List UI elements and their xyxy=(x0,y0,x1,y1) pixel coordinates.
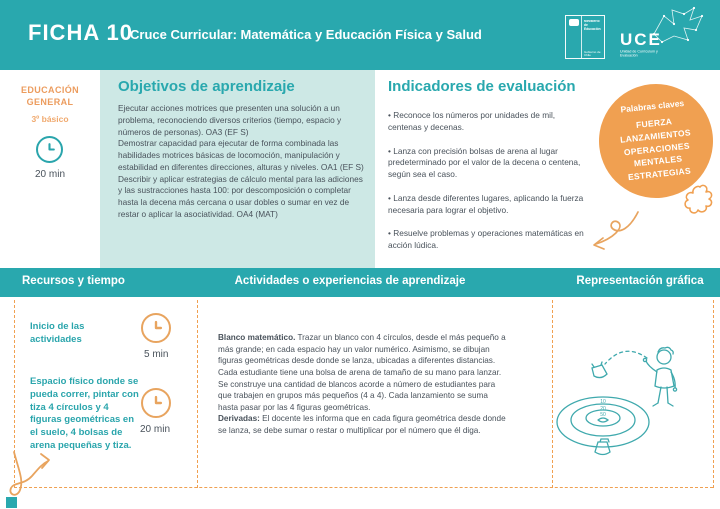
clock-icon xyxy=(141,313,171,343)
indicadores-body xyxy=(388,110,586,264)
band-representacion-title: Representación gráfica xyxy=(576,275,704,287)
actividad-paragraph xyxy=(218,332,508,413)
flower-doodle-icon xyxy=(682,182,718,218)
mineduc-logo-text xyxy=(584,20,603,31)
keyword: ESTRATEGIAS xyxy=(627,165,692,183)
indicador-item: • Reconoce los números por unidades de mil, centenas y decenas. xyxy=(388,110,586,134)
recurso-item-time: 5 min xyxy=(144,349,169,360)
duration-label: 20 min xyxy=(34,169,65,180)
mineduc-line1: Ministerio de xyxy=(584,20,600,28)
clock-icon xyxy=(36,136,63,163)
actividad-paragraph xyxy=(218,413,508,436)
keywords-title: Palabras claves xyxy=(620,97,685,115)
ring-value: 20 xyxy=(600,406,606,412)
recurso-item-label: Inicio de las actividades xyxy=(30,321,85,345)
corner-mark xyxy=(6,497,17,508)
grade-label: 3º básico xyxy=(31,114,69,124)
ficha-number: FICHA 10 xyxy=(28,20,133,45)
indicador-item: • Resuelve problemas y operaciones matemáticas en acción lúdica. xyxy=(388,228,586,252)
uce-subtitle: Unidad de Currículum y Evaluación xyxy=(620,50,658,58)
clock-icon xyxy=(141,388,171,418)
actividades-body xyxy=(218,332,508,437)
uce-logo xyxy=(618,6,718,64)
ring-value: 50 xyxy=(600,412,606,418)
keyword: LANZAMIENTOS xyxy=(619,127,692,145)
program-label: EDUCACIÓN GENERAL xyxy=(20,85,80,108)
objetivos-body xyxy=(118,103,364,221)
actividad-text: El docente les informa que en cada figura geométrica desde donde se lanza, se debe sumar o restar o multiplicar por el número que él diga. xyxy=(218,414,506,436)
section-band xyxy=(0,268,720,297)
header-bar xyxy=(0,0,720,70)
uce-acronym: UCE xyxy=(620,30,662,49)
ring-value: 10 xyxy=(600,399,606,405)
coat-of-arms-icon xyxy=(569,19,579,26)
objetivo-item: Ejecutar acciones motrices que presenten una solución a un problema, reconociendo diversos criterios (tiempo, espacio y números de personas). OA3 (EF S) xyxy=(118,103,342,137)
page-title: Cruce Curricular: Matemática y Educación Física y Salud xyxy=(130,27,482,42)
grid-divider-bottom xyxy=(14,487,713,488)
grid-divider xyxy=(197,300,198,488)
logo-divider xyxy=(581,16,582,58)
band-actividades-title: Actividades o experiencias de aprendizaje xyxy=(234,275,466,287)
objetivos-title: Objetivos de aprendizaje xyxy=(118,78,295,95)
actividad-lead: Blanco matemático. xyxy=(218,333,296,342)
keywords-list xyxy=(597,111,717,186)
recurso-item-time: 20 min xyxy=(140,424,171,435)
objetivo-item: Describir y aplicar estrategias de cálculo mental para las adiciones y las sustracciones hasta 100: por descomposición o completar hasta la decena más cercana o usar dobles o sumar en vez de restar o aplicar la asociatividad. OA4 (MAT) xyxy=(118,173,363,220)
curved-arrow-doodle-icon xyxy=(586,206,646,256)
indicador-item: • Lanza desde diferentes lugares, aplicando la fuerza necesaria para lograr el objetivo. xyxy=(388,193,586,217)
mineduc-line2: Educación xyxy=(584,27,601,31)
band-recursos-title: Recursos y tiempo xyxy=(22,275,125,287)
actividad-lead: Derivadas: xyxy=(218,414,260,424)
mineduc-logo-footer: Gobierno de Chile xyxy=(584,51,601,57)
indicadores-title: Indicadores de evaluación xyxy=(388,78,576,95)
keyword: MENTALES xyxy=(633,153,683,169)
recurso-item-label: Espacio físico donde se pueda correr, pintar con tiza 4 círculos y 4 figuras geométricas en el suelo, 4 bolsas de arena pequeñas y tiza. xyxy=(30,376,139,452)
objetivo-item: Demostrar capacidad para ejecutar de forma combinada las habilidades motrices básicas de locomoción, manipulación y estabilidad en diferentes direcciones, alturas y niveles. OA1 (EF S) xyxy=(118,138,364,172)
indicador-item: • Lanza con precisión bolsas de arena al lugar predeterminado por el valor de la decena o centena, según sea el caso. xyxy=(388,146,586,181)
keyword: FUERZA xyxy=(635,116,673,130)
actividad-text: Trazar un blanco con 4 círculos, desde el más pequeño a más grande; en cada espacio hay un valor numérico. Asimismo, se dibujan figuras geométricas desde donde se lanza, ubicadas a diferentes distancias. Cada estudiante tiene una bolsa de arena de tamaño de su mano para lanzar. Se construye una cantidad de blancos acorde a número de estudiantes para que trabajen en grupos más pequeños (4 a 4). Cada lanzamiento se suma hasta pasar por las 4 figuras geométricas. xyxy=(218,333,506,412)
throwing-target-illustration xyxy=(552,330,714,482)
keyword: OPERACIONES xyxy=(623,140,691,157)
mineduc-logo xyxy=(565,15,605,59)
